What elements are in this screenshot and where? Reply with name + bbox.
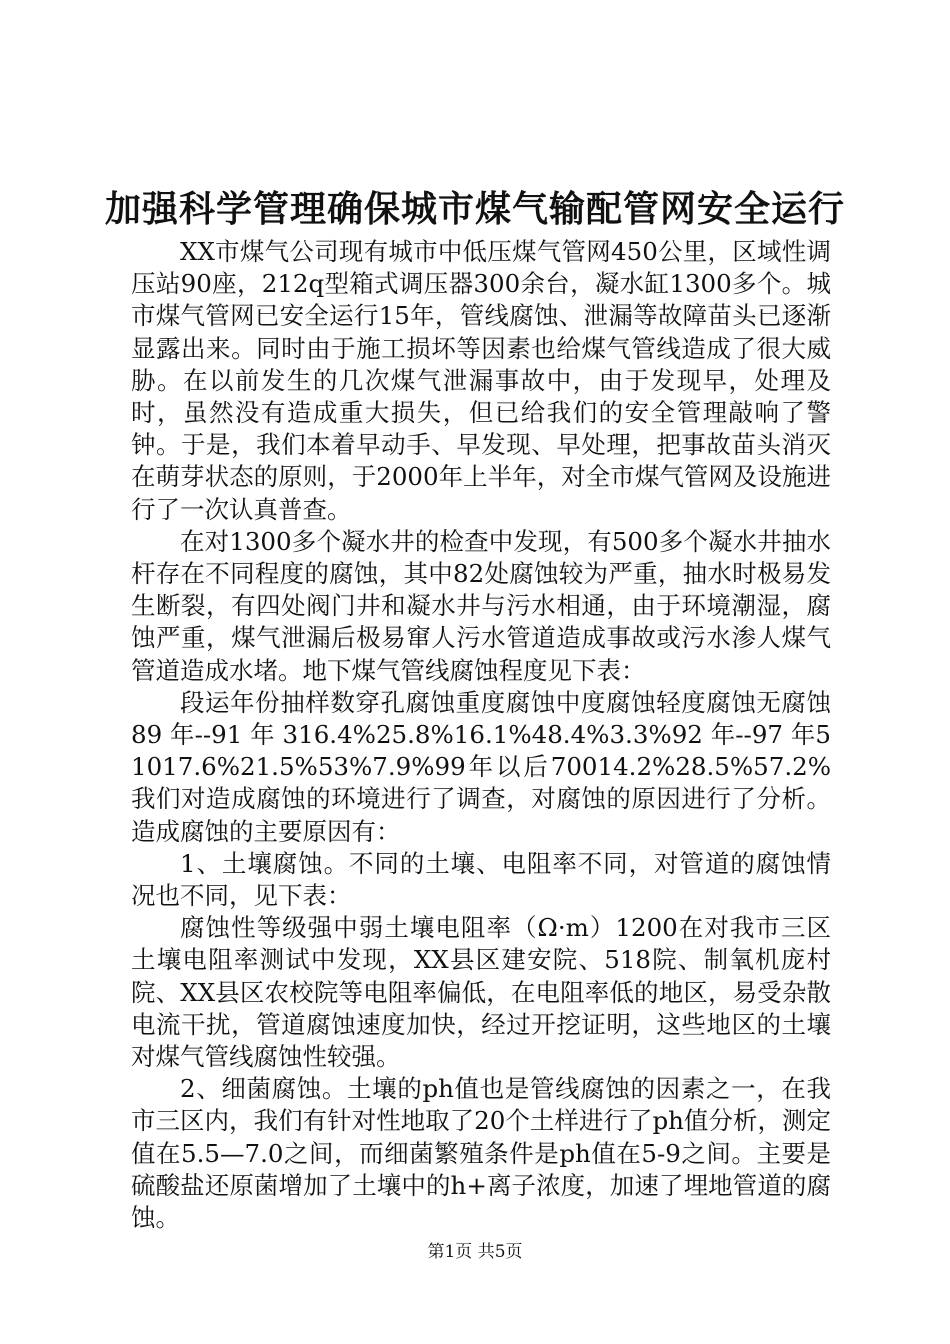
document-body: [131, 236, 831, 1234]
paragraph-soil-corrosion: 1、土壤腐蚀。不同的土壤、电阻率不同，对管道的腐蚀情况也不同，见下表：: [131, 848, 831, 911]
paragraph-inspection: 在对1300多个凝水井的检查中发现，有500多个凝水井抽水杆存在不同程度的腐蚀，其中82处腐蚀较为严重，抽水时极易发生断裂，有四处阀门井和凝水井与污水相通，由于环境潮湿，腐蚀严重，煤气泄漏后极易窜人污水管道造成事故或污水渗人煤气管道造成水堵。地下煤气管线腐蚀程度见下表：: [131, 526, 831, 685]
paragraph-bacterial-corrosion: 2、细菌腐蚀。土壤的ph值也是管线腐蚀的因素之一，在我市三区内，我们有针对性地取了20个土样进行了ph值分析，测定值在5.5—7.0之间，而细菌繁殖条件是ph值在5-9之间。主要是硫酸盐还原菌增加了土壤中的h+离子浓度，加速了埋地管道的腐蚀。: [131, 1074, 831, 1233]
paragraph-soil-resistivity: 腐蚀性等级强中弱土壤电阻率（Ω·m）1200在对我市三区土壤电阻率测试中发现，XX县区建安院、518院、制氧机庞村院、XX县区农校院等电阻率偏低，在电阻率低的地区，易受杂散电流干扰，管道腐蚀速度加快，经过开挖证明，这些地区的土壤对煤气管线腐蚀性较强。: [131, 913, 831, 1072]
page-footer: 第1页 共5页: [427, 1242, 523, 1262]
paragraph-corrosion-table: 段运年份抽样数穿孔腐蚀重度腐蚀中度腐蚀轻度腐蚀无腐蚀 89 年--91 年 316.4%25.8%16.1%48.4%3.3%92 年--97 年51017.6%21.5%53%7.9%99年以后70014.2%28.5%57.2%我们对造成腐蚀的环境进行了调查，对腐蚀的原因进行了分析。造成腐蚀的主要原因有：: [131, 687, 831, 846]
page-title: 加强科学管理确保城市煤气输配管网安全运行: [104, 188, 845, 230]
paragraph-intro: XX市煤气公司现有城市中低压煤气管网450公里，区域性调压站90座，212q型箱式调压器300余台，凝水缸1300多个。城市煤气管网已安全运行15年，管线腐蚀、泄漏等故障苗头已逐渐显露出来。同时由于施工损坏等因素也给煤气管线造成了很大威胁。在以前发生的几次煤气泄漏事故中，由于发现早，处理及时，虽然没有造成重大损失，但已给我们的安全管理敲响了警钟。于是，我们本着早动手、早发现、早处理，把事故苗头消灭在萌芽状态的原则，于2000年上半年，对全市煤气管网及设施进行了一次认真普查。: [131, 237, 831, 524]
